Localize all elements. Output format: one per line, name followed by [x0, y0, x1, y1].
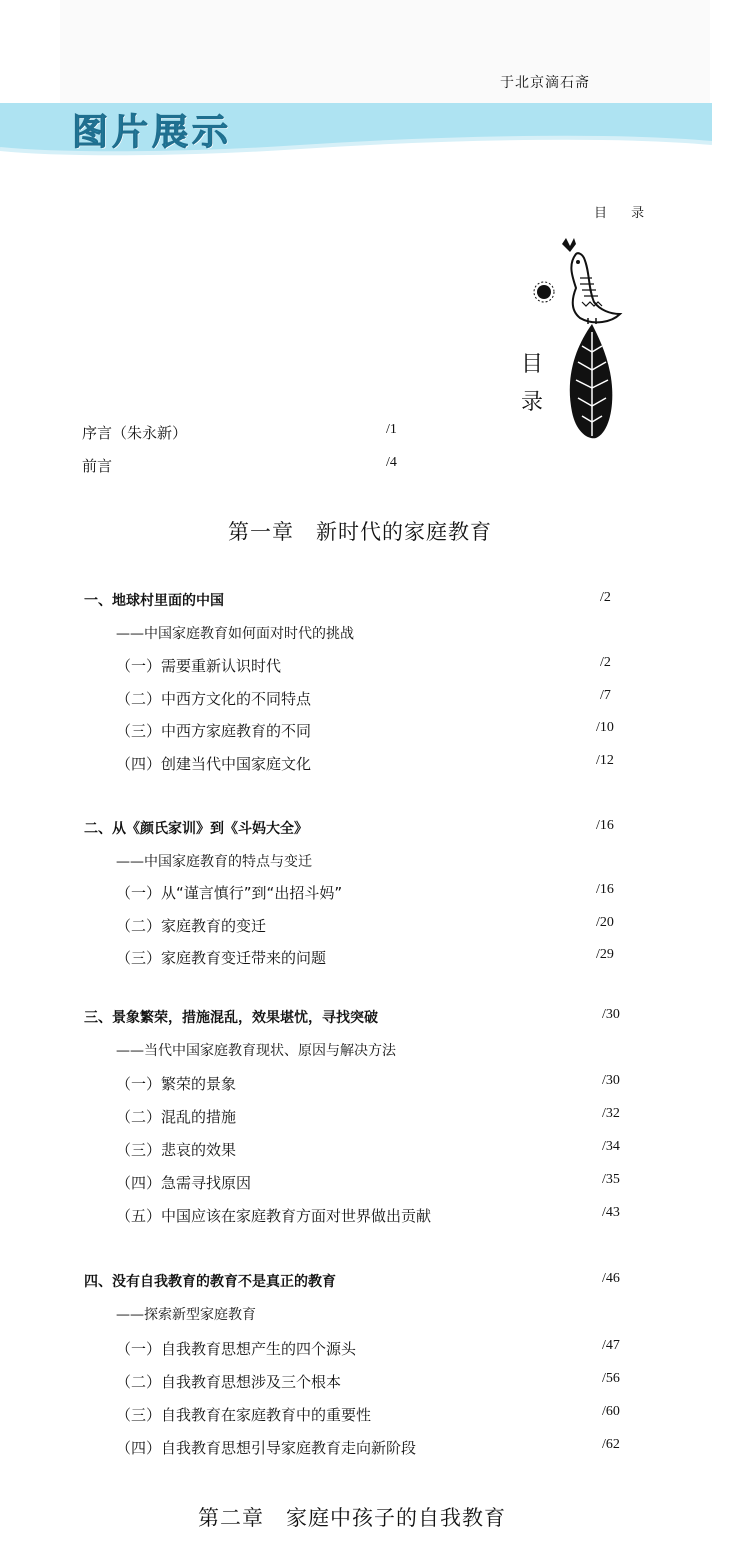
previous-page-strip: [60, 0, 710, 104]
toc-section-page: /16: [596, 818, 614, 833]
toc-item[interactable]: （二）混乱的措施: [116, 1108, 237, 1126]
toc-item[interactable]: （一）从“谨言慎行”到“出招斗妈”: [116, 884, 343, 902]
toc-item[interactable]: （一）需要重新认识时代: [116, 657, 282, 675]
toc-section-subtitle: ——中国家庭教育如何面对时代的挑战: [116, 626, 354, 642]
toc-item[interactable]: （三）自我教育在家庭教育中的重要性: [116, 1406, 372, 1424]
toc-page-foreword: /4: [386, 455, 397, 470]
toc-section-page: /2: [600, 590, 611, 605]
toc-section-title[interactable]: 二、从《颜氏家训》到《斗妈大全》: [84, 821, 308, 837]
vertical-title-char: 目: [520, 352, 543, 377]
toc-item[interactable]: （三）中西方家庭教育的不同: [116, 722, 312, 740]
toc-item[interactable]: （三）悲哀的效果: [116, 1141, 237, 1159]
toc-item-page: /56: [602, 1371, 620, 1386]
toc-item-page: /2: [600, 655, 611, 670]
toc-item-page: /29: [596, 947, 614, 962]
chapter-1-title[interactable]: 第一章 新时代的家庭教育: [228, 520, 492, 544]
toc-item[interactable]: （二）中西方文化的不同特点: [116, 690, 312, 708]
toc-item[interactable]: （一）繁荣的景象: [116, 1075, 237, 1093]
toc-entry-preface[interactable]: 序言（朱永新）: [82, 424, 188, 442]
toc-item[interactable]: （一）自我教育思想产生的四个源头: [116, 1340, 357, 1358]
signature: 于北京滴石斋: [500, 75, 590, 91]
toc-section-title[interactable]: 四、没有自我教育的教育不是真正的教育: [84, 1274, 336, 1290]
toc-item[interactable]: （四）急需寻找原因: [116, 1174, 252, 1192]
vertical-toc-title: [520, 346, 544, 422]
toc-item-page: /47: [602, 1338, 620, 1353]
toc-item-page: /10: [596, 720, 614, 735]
chapter-2-title[interactable]: 第二章 家庭中孩子的自我教育: [198, 1506, 506, 1530]
toc-item[interactable]: （四）自我教育思想引导家庭教育走向新阶段: [116, 1439, 417, 1457]
toc-item[interactable]: （四）创建当代中国家庭文化: [116, 755, 312, 773]
toc-item-page: /20: [596, 915, 614, 930]
toc-item-page: /30: [602, 1073, 620, 1088]
toc-section-subtitle: ——中国家庭教育的特点与变迁: [116, 854, 312, 870]
toc-item-page: /35: [602, 1172, 620, 1187]
toc-header: 目 录: [594, 206, 655, 221]
toc-item-page: /60: [602, 1404, 620, 1419]
toc-item[interactable]: （二）家庭教育的变迁: [116, 917, 267, 935]
toc-section-page: /30: [602, 1007, 620, 1022]
toc-page-preface: /1: [386, 422, 397, 437]
toc-item-page: /32: [602, 1106, 620, 1121]
toc-item[interactable]: （二）自我教育思想涉及三个根本: [116, 1373, 342, 1391]
toc-item-page: /7: [600, 688, 611, 703]
toc-section-title[interactable]: 三、景象繁荣，措施混乱，效果堪忧，寻找突破: [84, 1010, 378, 1026]
toc-item-page: /12: [596, 753, 614, 768]
vertical-title-char: 录: [520, 390, 543, 415]
toc-item-page: /43: [602, 1205, 620, 1220]
toc-item-page: /16: [596, 882, 614, 897]
toc-item-page: /34: [602, 1139, 620, 1154]
toc-item[interactable]: （三）家庭教育变迁带来的问题: [116, 949, 327, 967]
toc-item[interactable]: （五）中国应该在家庭教育方面对世界做出贡献: [116, 1207, 432, 1225]
banner-title: 图片展示: [72, 112, 233, 153]
toc-entry-foreword[interactable]: 前言: [82, 457, 113, 475]
toc-section-subtitle: ——探索新型家庭教育: [116, 1307, 256, 1323]
toc-item-page: /62: [602, 1437, 620, 1452]
toc-section-page: /46: [602, 1271, 620, 1286]
toc-section-subtitle: ——当代中国家庭教育现状、原因与解决方法: [116, 1043, 396, 1059]
toc-section-title[interactable]: 一、地球村里面的中国: [84, 593, 224, 609]
